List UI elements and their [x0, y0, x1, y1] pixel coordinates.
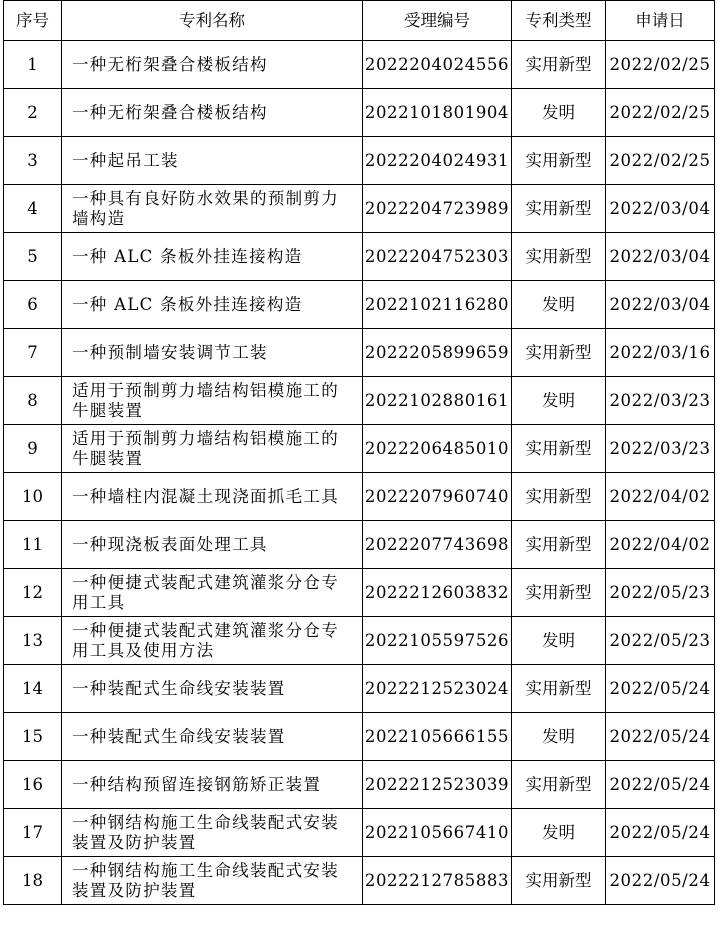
cell-patent-name: 一种结构预留连接钢筋矫正装置: [62, 761, 363, 809]
cell-application-number: 2022212785883: [363, 857, 512, 905]
cell-application-number: 2022204024931: [363, 137, 512, 185]
cell-patent-type: 实用新型: [512, 425, 606, 473]
header-application-date: 申请日: [606, 1, 715, 41]
cell-serial-number: 17: [4, 809, 62, 857]
cell-patent-name: 一种便捷式装配式建筑灌浆分仓专用工具: [62, 569, 363, 617]
table-row: [4, 713, 715, 761]
table-row: [4, 377, 715, 425]
table-row: [4, 857, 715, 905]
header-application-number: 受理编号: [363, 1, 512, 41]
cell-serial-number: 2: [4, 89, 62, 137]
table-row: [4, 281, 715, 329]
cell-patent-type: 实用新型: [512, 185, 606, 233]
cell-patent-type: 发明: [512, 617, 606, 665]
cell-serial-number: 1: [4, 41, 62, 89]
cell-patent-type: 实用新型: [512, 137, 606, 185]
cell-application-number: 2022212603832: [363, 569, 512, 617]
header-row: [4, 1, 715, 41]
table-row: [4, 809, 715, 857]
cell-patent-type: 发明: [512, 281, 606, 329]
cell-patent-type: 实用新型: [512, 857, 606, 905]
cell-serial-number: 6: [4, 281, 62, 329]
table-row: [4, 425, 715, 473]
cell-patent-name: 一种装配式生命线安装装置: [62, 665, 363, 713]
cell-application-number: 2022102880161: [363, 377, 512, 425]
cell-patent-type: 实用新型: [512, 473, 606, 521]
table-row: [4, 665, 715, 713]
cell-application-date: 2022/03/04: [606, 185, 715, 233]
header-patent-name: 专利名称: [62, 1, 363, 41]
table-row: [4, 185, 715, 233]
cell-application-date: 2022/03/04: [606, 233, 715, 281]
cell-patent-type: 实用新型: [512, 233, 606, 281]
cell-serial-number: 10: [4, 473, 62, 521]
cell-serial-number: 7: [4, 329, 62, 377]
cell-application-date: 2022/02/25: [606, 137, 715, 185]
cell-application-date: 2022/03/23: [606, 425, 715, 473]
cell-patent-name: 一种钢结构施工生命线装配式安装装置及防护装置: [62, 857, 363, 905]
cell-application-date: 2022/03/04: [606, 281, 715, 329]
cell-serial-number: 5: [4, 233, 62, 281]
cell-application-number: 2022101801904: [363, 89, 512, 137]
cell-application-date: 2022/03/16: [606, 329, 715, 377]
cell-patent-name: 一种具有良好防水效果的预制剪力墙构造: [62, 185, 363, 233]
table-row: [4, 761, 715, 809]
table-row: [4, 569, 715, 617]
cell-application-number: 2022204024556: [363, 41, 512, 89]
cell-application-number: 2022105667410: [363, 809, 512, 857]
table-row: [4, 617, 715, 665]
cell-application-number: 2022207743698: [363, 521, 512, 569]
header-serial-number: 序号: [4, 1, 62, 41]
cell-application-number: 2022207960740: [363, 473, 512, 521]
table-row: [4, 233, 715, 281]
cell-serial-number: 11: [4, 521, 62, 569]
cell-patent-type: 实用新型: [512, 521, 606, 569]
cell-patent-name: 一种无桁架叠合楼板结构: [62, 89, 363, 137]
cell-application-date: 2022/02/25: [606, 41, 715, 89]
cell-patent-type: 实用新型: [512, 665, 606, 713]
table-row: [4, 329, 715, 377]
cell-application-number: 2022105597526: [363, 617, 512, 665]
cell-serial-number: 12: [4, 569, 62, 617]
cell-patent-name: 一种现浇板表面处理工具: [62, 521, 363, 569]
cell-application-number: 2022212523039: [363, 761, 512, 809]
cell-patent-name: 一种便捷式装配式建筑灌浆分仓专用工具及使用方法: [62, 617, 363, 665]
cell-application-number: 2022204723989: [363, 185, 512, 233]
cell-serial-number: 16: [4, 761, 62, 809]
cell-patent-name: 一种钢结构施工生命线装配式安装装置及防护装置: [62, 809, 363, 857]
cell-serial-number: 3: [4, 137, 62, 185]
patent-table: [3, 0, 715, 905]
cell-serial-number: 15: [4, 713, 62, 761]
table-body: [4, 41, 715, 905]
cell-application-date: 2022/05/24: [606, 857, 715, 905]
cell-patent-name: 适用于预制剪力墙结构铝模施工的牛腿装置: [62, 425, 363, 473]
cell-application-date: 2022/05/24: [606, 713, 715, 761]
cell-application-date: 2022/02/25: [606, 89, 715, 137]
cell-serial-number: 8: [4, 377, 62, 425]
cell-patent-type: 实用新型: [512, 569, 606, 617]
cell-application-date: 2022/05/24: [606, 809, 715, 857]
cell-application-date: 2022/03/23: [606, 377, 715, 425]
cell-patent-name: 一种 ALC 条板外挂连接构造: [62, 233, 363, 281]
table-row: [4, 89, 715, 137]
cell-serial-number: 4: [4, 185, 62, 233]
cell-patent-type: 实用新型: [512, 329, 606, 377]
cell-patent-name: 一种预制墙安装调节工装: [62, 329, 363, 377]
cell-application-number: 2022204752303: [363, 233, 512, 281]
cell-patent-type: 实用新型: [512, 41, 606, 89]
cell-patent-type: 发明: [512, 377, 606, 425]
cell-application-number: 2022105666155: [363, 713, 512, 761]
cell-serial-number: 9: [4, 425, 62, 473]
cell-application-date: 2022/05/24: [606, 665, 715, 713]
cell-patent-type: 发明: [512, 809, 606, 857]
cell-patent-name: 一种起吊工装: [62, 137, 363, 185]
cell-application-date: 2022/05/23: [606, 617, 715, 665]
table-row: [4, 41, 715, 89]
cell-application-date: 2022/04/02: [606, 521, 715, 569]
table-row: [4, 137, 715, 185]
cell-application-number: 2022102116280: [363, 281, 512, 329]
cell-patent-name: 一种墙柱内混凝土现浇面抓毛工具: [62, 473, 363, 521]
cell-patent-type: 实用新型: [512, 761, 606, 809]
cell-serial-number: 13: [4, 617, 62, 665]
cell-application-number: 2022206485010: [363, 425, 512, 473]
cell-serial-number: 14: [4, 665, 62, 713]
cell-application-number: 2022212523024: [363, 665, 512, 713]
cell-serial-number: 18: [4, 857, 62, 905]
cell-patent-name: 一种 ALC 条板外挂连接构造: [62, 281, 363, 329]
cell-patent-type: 发明: [512, 89, 606, 137]
cell-application-date: 2022/05/24: [606, 761, 715, 809]
cell-application-number: 2022205899659: [363, 329, 512, 377]
header-patent-type: 专利类型: [512, 1, 606, 41]
cell-patent-name: 一种装配式生命线安装装置: [62, 713, 363, 761]
cell-patent-name: 一种无桁架叠合楼板结构: [62, 41, 363, 89]
table-header: [4, 1, 715, 41]
table-row: [4, 473, 715, 521]
table-row: [4, 521, 715, 569]
cell-application-date: 2022/04/02: [606, 473, 715, 521]
cell-application-date: 2022/05/23: [606, 569, 715, 617]
cell-patent-name: 适用于预制剪力墙结构铝模施工的牛腿装置: [62, 377, 363, 425]
cell-patent-type: 发明: [512, 713, 606, 761]
